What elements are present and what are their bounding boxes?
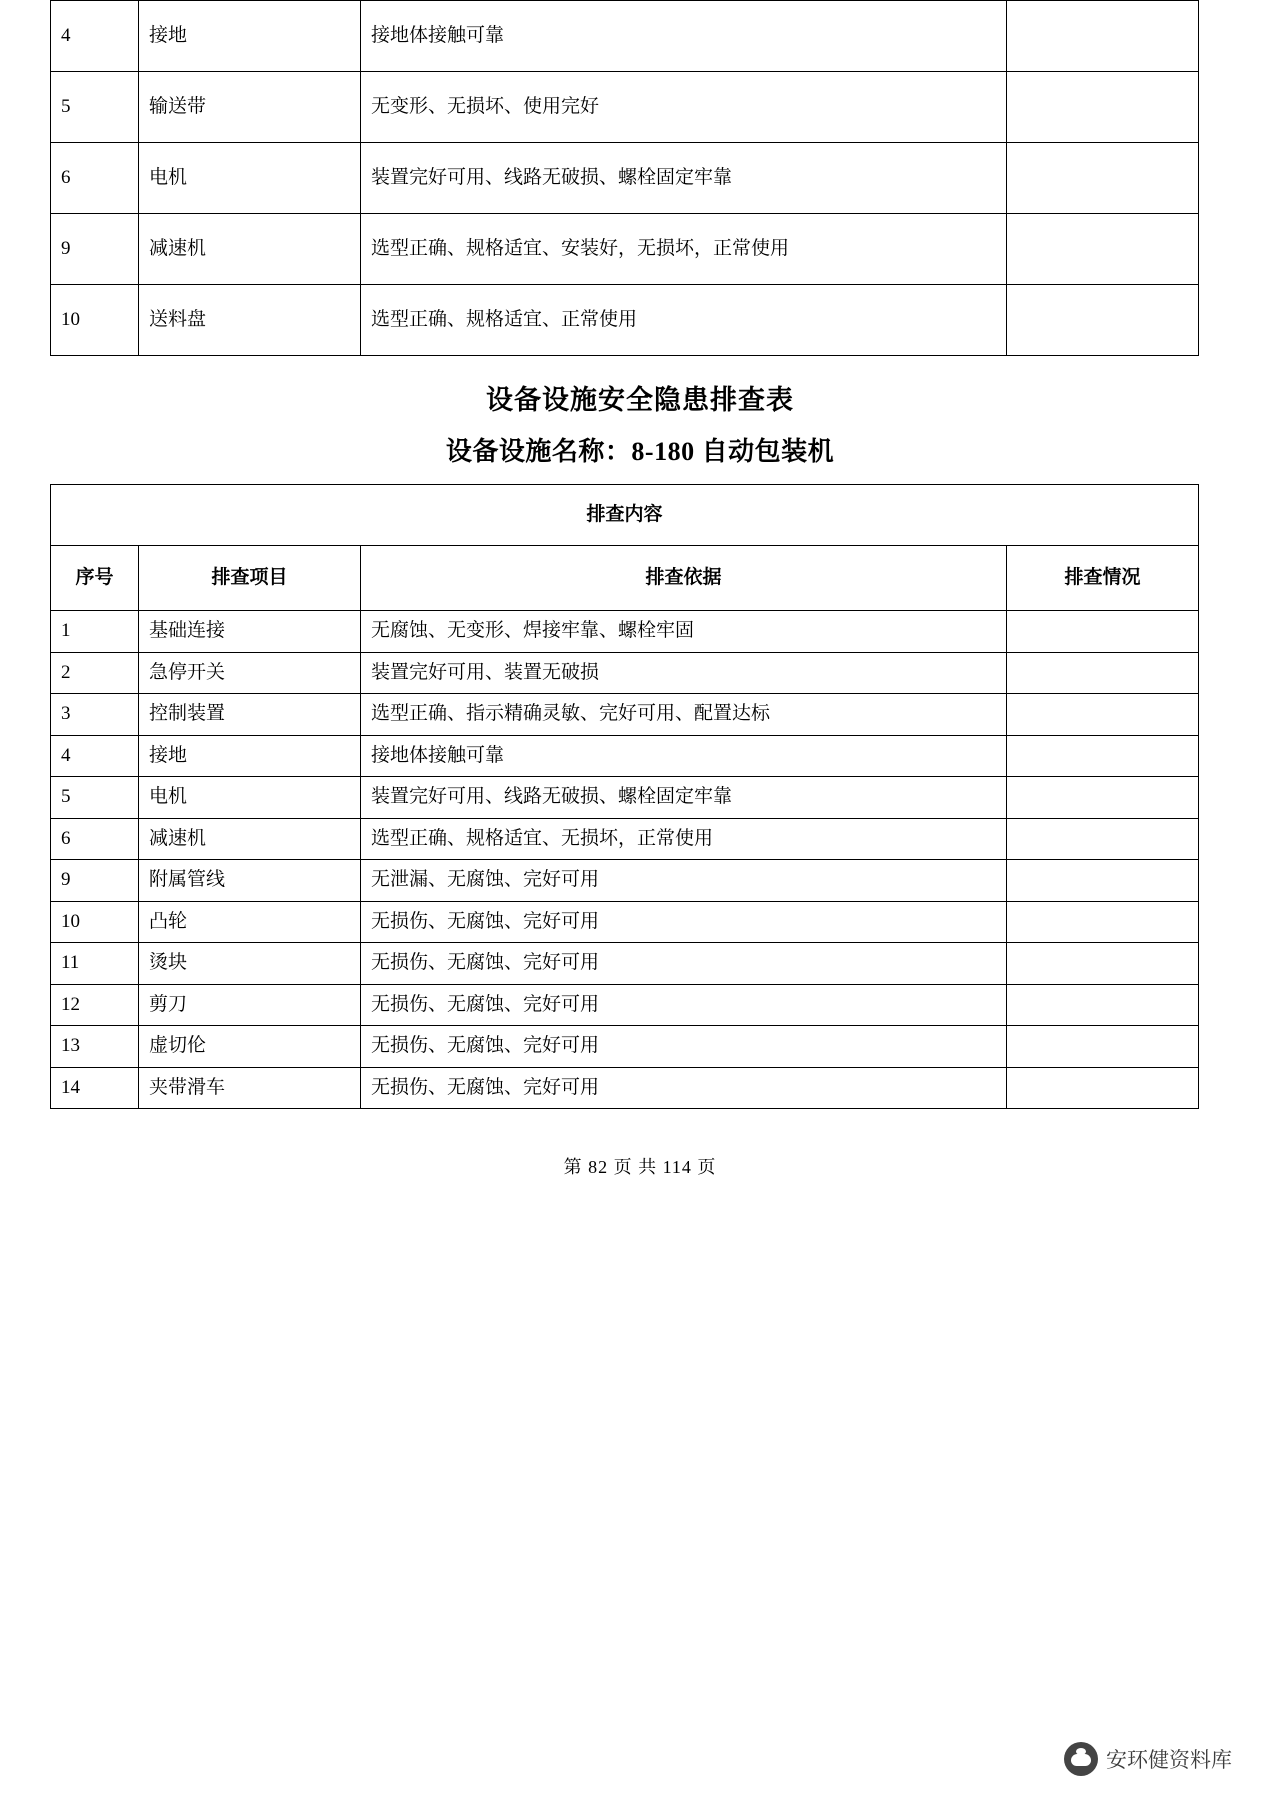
cell-result (1007, 984, 1199, 1026)
cell-no: 4 (51, 1, 139, 72)
cell-item: 急停开关 (139, 652, 361, 694)
table-row (51, 901, 1199, 943)
cell-item: 接地 (139, 1, 361, 72)
table-row (51, 143, 1199, 214)
cell-item: 烫块 (139, 943, 361, 985)
continued-table-body (51, 1, 1199, 356)
cell-result (1007, 735, 1199, 777)
cell-result (1007, 901, 1199, 943)
cell-item: 减速机 (139, 214, 361, 285)
cell-basis: 无损伤、无腐蚀、完好可用 (361, 1067, 1007, 1109)
table-row (51, 694, 1199, 736)
table-row (51, 1067, 1199, 1109)
cell-item: 附属管线 (139, 860, 361, 902)
column-header-basis: 排查依据 (361, 546, 1007, 611)
cell-item: 控制装置 (139, 694, 361, 736)
cell-result (1007, 1067, 1199, 1109)
table-row (51, 1, 1199, 72)
table-row (51, 285, 1199, 356)
cell-result (1007, 214, 1199, 285)
column-header-item: 排查项目 (139, 546, 361, 611)
cell-item: 输送带 (139, 72, 361, 143)
cell-item: 电机 (139, 143, 361, 214)
cell-no: 2 (51, 652, 139, 694)
equipment-name-subtitle: 设备设施名称：8-180 自动包装机 (445, 437, 835, 466)
cell-item: 基础连接 (139, 611, 361, 653)
cell-result (1007, 72, 1199, 143)
cell-result (1007, 860, 1199, 902)
table-banner-row (51, 485, 1199, 546)
banner-cell: 排查内容 (51, 485, 1199, 546)
table-row (51, 735, 1199, 777)
main-inspection-table (50, 484, 1199, 1109)
page-title: 设备设施安全隐患排查表 (486, 385, 794, 415)
cell-basis: 接地体接触可靠 (361, 735, 1007, 777)
cell-basis: 装置完好可用、线路无破损、螺栓固定牢靠 (361, 143, 1007, 214)
table-row (51, 777, 1199, 819)
cell-no: 1 (51, 611, 139, 653)
cell-basis: 装置完好可用、线路无破损、螺栓固定牢靠 (361, 777, 1007, 819)
watermark-label: 安环健资料库 (1106, 1749, 1232, 1772)
cell-no: 11 (51, 943, 139, 985)
cell-result (1007, 694, 1199, 736)
cell-result (1007, 1, 1199, 72)
cell-result (1007, 777, 1199, 819)
cell-no: 6 (51, 818, 139, 860)
cell-basis: 接地体接触可靠 (361, 1, 1007, 72)
cell-basis: 选型正确、指示精确灵敏、完好可用、配置达标 (361, 694, 1007, 736)
wechat-logo-icon (1064, 1742, 1098, 1776)
cell-basis: 选型正确、规格适宜、正常使用 (361, 285, 1007, 356)
cell-no: 5 (51, 72, 139, 143)
cell-item: 虚切伦 (139, 1026, 361, 1068)
cell-no: 10 (51, 285, 139, 356)
cell-no: 9 (51, 860, 139, 902)
table-row (51, 611, 1199, 653)
cell-result (1007, 1026, 1199, 1068)
cell-item: 接地 (139, 735, 361, 777)
main-table-body (51, 485, 1199, 1109)
table-row (51, 652, 1199, 694)
cell-item: 夹带滑车 (139, 1067, 361, 1109)
cell-no: 6 (51, 143, 139, 214)
cell-result (1007, 943, 1199, 985)
cell-basis: 无损伤、无腐蚀、完好可用 (361, 901, 1007, 943)
watermark (1064, 1742, 1232, 1776)
cell-basis: 无变形、无损坏、使用完好 (361, 72, 1007, 143)
cell-no: 12 (51, 984, 139, 1026)
cell-basis: 无泄漏、无腐蚀、完好可用 (361, 860, 1007, 902)
table-row (51, 818, 1199, 860)
cell-no: 10 (51, 901, 139, 943)
continued-inspection-table (50, 0, 1199, 356)
cell-result (1007, 285, 1199, 356)
cell-item: 凸轮 (139, 901, 361, 943)
cell-result (1007, 652, 1199, 694)
cell-basis: 无损伤、无腐蚀、完好可用 (361, 984, 1007, 1026)
cell-basis: 无损伤、无腐蚀、完好可用 (361, 1026, 1007, 1068)
page-number-footer: 第 82 页 共 114 页 (563, 1157, 717, 1177)
cell-item: 剪刀 (139, 984, 361, 1026)
cell-basis: 选型正确、规格适宜、安装好，无损坏，正常使用 (361, 214, 1007, 285)
table-row (51, 72, 1199, 143)
cell-item: 送料盘 (139, 285, 361, 356)
table-row (51, 214, 1199, 285)
table-header-row (51, 546, 1199, 611)
table-row (51, 984, 1199, 1026)
table-row (51, 860, 1199, 902)
cell-result (1007, 143, 1199, 214)
cell-basis: 无腐蚀、无变形、焊接牢靠、螺栓牢固 (361, 611, 1007, 653)
cell-result (1007, 818, 1199, 860)
cell-basis: 装置完好可用、装置无破损 (361, 652, 1007, 694)
table-row (51, 943, 1199, 985)
column-header-no: 序号 (51, 546, 139, 611)
cell-no: 9 (51, 214, 139, 285)
column-header-result: 排查情况 (1007, 546, 1199, 611)
cell-basis: 无损伤、无腐蚀、完好可用 (361, 943, 1007, 985)
cell-no: 3 (51, 694, 139, 736)
cell-no: 13 (51, 1026, 139, 1068)
cell-no: 4 (51, 735, 139, 777)
cell-result (1007, 611, 1199, 653)
cell-item: 减速机 (139, 818, 361, 860)
cell-no: 14 (51, 1067, 139, 1109)
cell-item: 电机 (139, 777, 361, 819)
cell-no: 5 (51, 777, 139, 819)
table-row (51, 1026, 1199, 1068)
cell-basis: 选型正确、规格适宜、无损坏，正常使用 (361, 818, 1007, 860)
